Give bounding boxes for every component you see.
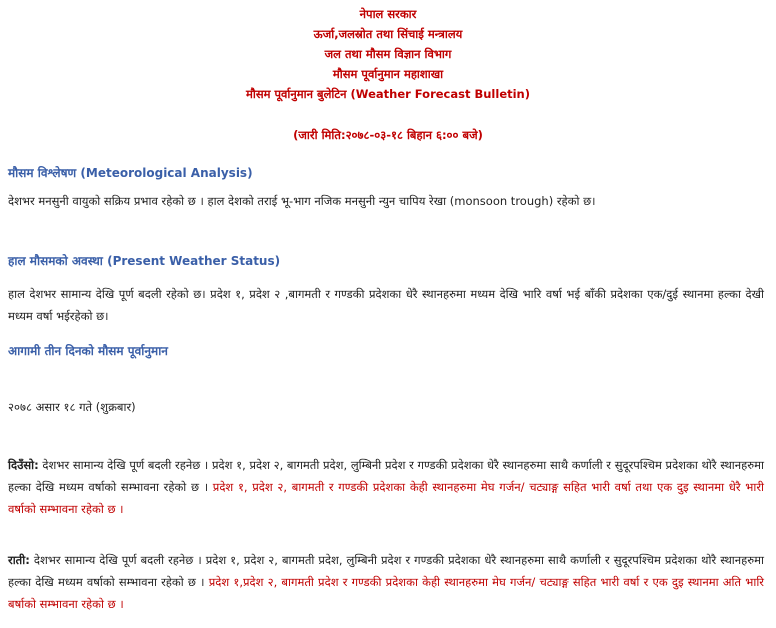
header-government: नेपाल सरकार xyxy=(359,7,417,21)
analysis-text: देशभर मनसुनी वायुको सक्रिय प्रभाव रहेको छ । हाल देशको तराई भू-भाग नजिक मनसुनी न्युन चापिय रेखा (monsoon trough) रहेको छ। xyxy=(8,194,596,208)
header-bulletin-title: मौसम पूर्वानुमान बुलेटिन (Weather Forecast Bulletin) xyxy=(245,87,530,101)
day-forecast-text: देशभर सामान्य देखि पूर्ण बदली रहनेछ । प्रदेश १, प्रदेश २, बागमती प्रदेश, लुम्बिनी प्रदेश र गण्डकी प्रदेशका धेरै स्थानहरुमा साथै कर्णाली र सुदूरपश्चिम प्रदेशका थोरै स्थानहरुमा हल्का देखि मध्यम वर्षाको सम्भावना रहेको छ । xyxy=(8,458,764,494)
day-forecast xyxy=(8,454,764,520)
forecast-date: २०७८ असार १८ गते (शुक्रबार) xyxy=(8,400,136,414)
analysis-title: मौसम विश्लेषण (Meteorological Analysis) xyxy=(8,166,253,180)
night-forecast xyxy=(8,549,764,615)
night-label: राती: xyxy=(8,553,30,567)
present-weather-title: हाल मौसमको अवस्था (Present Weather Status) xyxy=(8,254,281,268)
day-warning-text: प्रदेश १, प्रदेश २, बागमती र गण्डकी प्रदेशका केही स्थानहरुमा मेघ गर्जन/ चट्याङ्ग सहित भारी वर्षा तथा एक दुइ स्थानमा धेरै भारी वर्षाको सम्भावना रहेको छ । xyxy=(8,480,764,516)
present-weather-text: हाल देशभर सामान्य देखि पूर्ण बदली रहेको छ। प्रदेश १, प्रदेश २ ,बागमती र गण्डकी प्रदेशका धेरै स्थानहरुमा मध्यम देखि भारि वर्षा भई बाँकी प्रदेशका एक/दुई स्थानमा हल्का देखी मध्यम वर्षा भईरहेको छ। xyxy=(8,287,764,323)
header-ministry: ऊर्जा,जलस्रोत तथा सिंचाई मन्त्रालय xyxy=(313,27,463,41)
bulletin-header xyxy=(0,4,776,104)
night-warning-text: प्रदेश १,प्रदेश २, बागमती प्रदेश र गण्डकी प्रदेशका केही स्थानहरुमा मेघ गर्जन/ चट्याङ्ग सहित भारी वर्षा र एक दुइ स्थानमा अति भारि बर्षाको सम्भावना रहेको छ । xyxy=(8,575,764,611)
forecast-title: आगामी तीन दिनको मौसम पूर्वानुमान xyxy=(8,344,168,358)
day-label: दिउँसो: xyxy=(8,458,39,472)
header-department: जल तथा मौसम विज्ञान विभाग xyxy=(324,47,452,61)
night-forecast-text: देशभर सामान्य देखि पूर्ण बदली रहनेछ । प्रदेश १, प्रदेश २, बागमती प्रदेश, लुम्बिनी प्रदेश र गण्डकी प्रदेशका धेरै स्थानहरुमा साथै कर्णाली र सुदूरपश्चिम प्रदेशका थोरै स्थानहरुमा हल्का देखि मध्यम वर्षाको सम्भावना रहेको छ । xyxy=(8,553,764,589)
issued-date: (जारी मिति:२०७८-०३-१८ बिहान ६:०० बजे) xyxy=(293,128,483,142)
header-division: मौसम पूर्वानुमान महाशाखा xyxy=(332,67,444,81)
